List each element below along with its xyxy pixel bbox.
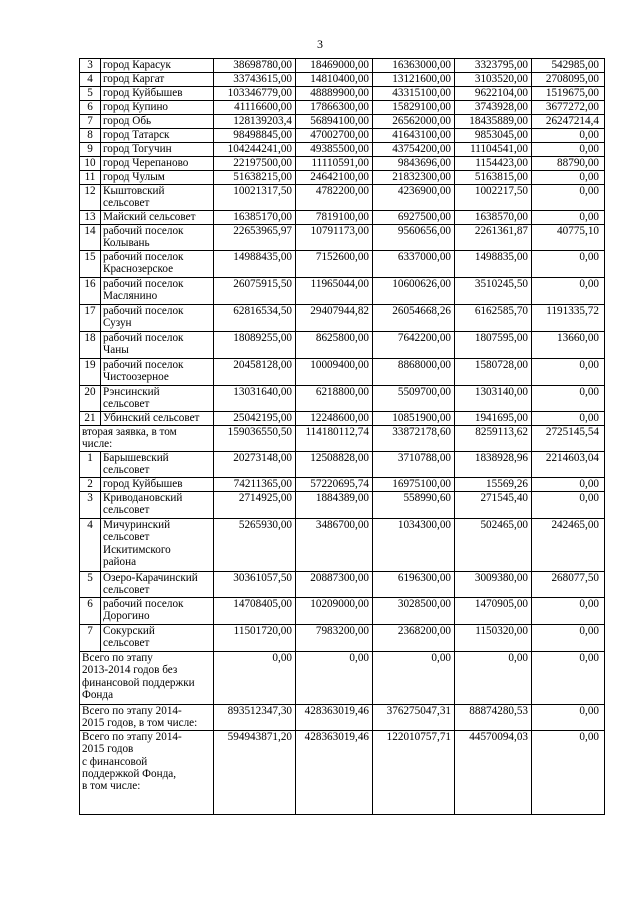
total-amount-cell: 0,00 (214, 652, 296, 705)
fund-amount-cell: 1884389,00 (296, 492, 373, 519)
fund-amount-cell: 11110591,00 (296, 157, 373, 171)
local-budget-cell: 3103520,00 (455, 73, 532, 87)
table-row (80, 478, 605, 492)
regional-budget-cell: 26562000,00 (373, 115, 455, 129)
local-budget-cell: 1470905,00 (455, 598, 532, 625)
row-name-cell: рабочий поселок Чаны (101, 332, 214, 359)
fund-amount-cell: 18469000,00 (296, 59, 373, 73)
other-sources-cell: 542985,00 (532, 59, 605, 73)
row-number-cell: 16 (80, 278, 101, 305)
total-amount-cell: 594943871,20 (214, 731, 296, 815)
local-budget-cell: 3510245,50 (455, 278, 532, 305)
row-name-cell: Рэнсинский сельсовет (101, 386, 214, 412)
regional-budget-cell: 6927500,00 (373, 211, 455, 225)
fund-amount-cell: 12508828,00 (296, 452, 373, 478)
fund-amount-cell: 48889900,00 (296, 87, 373, 101)
table-row (80, 572, 605, 598)
regional-budget-cell: 3028500,00 (373, 598, 455, 625)
other-sources-cell: 1191335,72 (532, 305, 605, 332)
fund-amount-cell: 6218800,00 (296, 386, 373, 412)
row-number-cell: 9 (80, 143, 101, 157)
row-name-cell: рабочий поселок Колывань (101, 225, 214, 251)
other-sources-cell: 0,00 (532, 143, 605, 157)
local-budget-cell: 0,00 (455, 652, 532, 705)
regional-budget-cell: 21832300,00 (373, 171, 455, 185)
page-number: 3 (317, 37, 323, 51)
total-amount-cell: 14988435,00 (214, 251, 296, 278)
total-amount-cell: 22653965,97 (214, 225, 296, 251)
local-budget-cell: 5163815,00 (455, 171, 532, 185)
local-budget-cell: 2261361,87 (455, 225, 532, 251)
row-name-cell: город Обь (101, 115, 214, 129)
table-row (80, 251, 605, 278)
table-row (80, 452, 605, 478)
row-name-cell: Барышевский сельсовет (101, 452, 214, 478)
total-amount-cell: 16385170,00 (214, 211, 296, 225)
total-amount-cell: 33743615,00 (214, 73, 296, 87)
total-amount-cell: 103346779,00 (214, 87, 296, 101)
row-number-cell: 5 (80, 87, 101, 101)
local-budget-cell: 11104541,00 (455, 143, 532, 157)
fund-amount-cell: 428363019,46 (296, 705, 373, 731)
total-amount-cell: 25042195,00 (214, 412, 296, 426)
total-amount-cell: 104244241,00 (214, 143, 296, 157)
fund-amount-cell: 14810400,00 (296, 73, 373, 87)
row-number-cell: 4 (80, 519, 101, 572)
fund-amount-cell: 7983200,00 (296, 625, 373, 652)
local-budget-cell: 8259113,62 (455, 426, 532, 452)
regional-budget-cell: 9560656,00 (373, 225, 455, 251)
row-number-cell: 21 (80, 412, 101, 426)
table-row (80, 278, 605, 305)
total-amount-cell: 30361057,50 (214, 572, 296, 598)
table-row (80, 652, 605, 705)
fund-amount-cell: 428363019,46 (296, 731, 373, 815)
local-budget-cell: 1154423,00 (455, 157, 532, 171)
total-amount-cell: 13031640,00 (214, 386, 296, 412)
row-number-cell: 19 (80, 359, 101, 386)
total-amount-cell: 22197500,00 (214, 157, 296, 171)
total-amount-cell: 20273148,00 (214, 452, 296, 478)
table-row (80, 386, 605, 412)
fund-amount-cell: 29407944,82 (296, 305, 373, 332)
other-sources-cell: 88790,00 (532, 157, 605, 171)
total-amount-cell: 11501720,00 (214, 625, 296, 652)
regional-budget-cell: 16975100,00 (373, 478, 455, 492)
row-name-cell: рабочий поселок Чистоозерное (101, 359, 214, 386)
row-number-cell: 3 (80, 492, 101, 519)
row-name-cell: город Чулым (101, 171, 214, 185)
row-name-cell: город Карасук (101, 59, 214, 73)
regional-budget-cell: 43315100,00 (373, 87, 455, 101)
total-amount-cell: 26075915,50 (214, 278, 296, 305)
table-row (80, 185, 605, 211)
other-sources-cell: 0,00 (532, 625, 605, 652)
other-sources-cell: 0,00 (532, 251, 605, 278)
local-budget-cell: 1498835,00 (455, 251, 532, 278)
total-amount-cell: 2714925,00 (214, 492, 296, 519)
table-row (80, 625, 605, 652)
other-sources-cell: 3677272,00 (532, 101, 605, 115)
row-number-cell: 20 (80, 386, 101, 412)
row-number-cell: 6 (80, 101, 101, 115)
row-name-cell: вторая заявка, в том числе: (80, 426, 214, 452)
regional-budget-cell: 13121600,00 (373, 73, 455, 87)
fund-amount-cell: 0,00 (296, 652, 373, 705)
row-name-cell: Убинский сельсовет (101, 412, 214, 426)
row-name-cell: Всего по этапу 2014- 2015 годов с финансовой поддержкой Фонда, в том числе: (80, 731, 214, 815)
fund-amount-cell: 12248600,00 (296, 412, 373, 426)
funding-table (79, 58, 605, 815)
total-amount-cell: 10021317,50 (214, 185, 296, 211)
row-number-cell: 2 (80, 478, 101, 492)
local-budget-cell: 271545,40 (455, 492, 532, 519)
fund-amount-cell: 10009400,00 (296, 359, 373, 386)
regional-budget-cell: 3710788,00 (373, 452, 455, 478)
total-amount-cell: 74211365,00 (214, 478, 296, 492)
table-row (80, 332, 605, 359)
row-name-cell: город Каргат (101, 73, 214, 87)
row-name-cell: Озеро-Карачинский сельсовет (101, 572, 214, 598)
row-number-cell: 15 (80, 251, 101, 278)
other-sources-cell: 0,00 (532, 211, 605, 225)
row-number-cell: 11 (80, 171, 101, 185)
total-amount-cell: 51638215,00 (214, 171, 296, 185)
local-budget-cell: 44570094,03 (455, 731, 532, 815)
row-name-cell: рабочий поселок Дорогино (101, 598, 214, 625)
fund-amount-cell: 11965044,00 (296, 278, 373, 305)
local-budget-cell: 502465,00 (455, 519, 532, 572)
row-number-cell: 7 (80, 115, 101, 129)
table-row (80, 492, 605, 519)
row-name-cell: город Купино (101, 101, 214, 115)
local-budget-cell: 15569,26 (455, 478, 532, 492)
row-name-cell: Майский сельсовет (101, 211, 214, 225)
fund-amount-cell: 56894100,00 (296, 115, 373, 129)
row-number-cell: 10 (80, 157, 101, 171)
table-row (80, 157, 605, 171)
table-body (80, 59, 605, 815)
total-amount-cell: 62816534,50 (214, 305, 296, 332)
row-number-cell: 5 (80, 572, 101, 598)
table-row (80, 412, 605, 426)
table-row (80, 705, 605, 731)
table-row (80, 87, 605, 101)
local-budget-cell: 1580728,00 (455, 359, 532, 386)
other-sources-cell: 0,00 (532, 652, 605, 705)
fund-amount-cell: 17866300,00 (296, 101, 373, 115)
regional-budget-cell: 2368200,00 (373, 625, 455, 652)
table-row (80, 115, 605, 129)
regional-budget-cell: 10600626,00 (373, 278, 455, 305)
other-sources-cell: 13660,00 (532, 332, 605, 359)
row-name-cell: город Черепаново (101, 157, 214, 171)
local-budget-cell: 1638570,00 (455, 211, 532, 225)
total-amount-cell: 159036550,50 (214, 426, 296, 452)
other-sources-cell: 2725145,54 (532, 426, 605, 452)
fund-amount-cell: 7152600,00 (296, 251, 373, 278)
table-row (80, 59, 605, 73)
row-number-cell: 4 (80, 73, 101, 87)
total-amount-cell: 5265930,00 (214, 519, 296, 572)
other-sources-cell: 0,00 (532, 478, 605, 492)
row-number-cell: 1 (80, 452, 101, 478)
table-row (80, 101, 605, 115)
local-budget-cell: 9853045,00 (455, 129, 532, 143)
regional-budget-cell: 122010757,71 (373, 731, 455, 815)
other-sources-cell: 0,00 (532, 129, 605, 143)
local-budget-cell: 3743928,00 (455, 101, 532, 115)
row-number-cell: 12 (80, 185, 101, 211)
fund-amount-cell: 7819100,00 (296, 211, 373, 225)
local-budget-cell: 3323795,00 (455, 59, 532, 73)
fund-amount-cell: 10791173,00 (296, 225, 373, 251)
regional-budget-cell: 5509700,00 (373, 386, 455, 412)
other-sources-cell: 2214603,04 (532, 452, 605, 478)
row-name-cell: город Тогучин (101, 143, 214, 157)
regional-budget-cell: 1034300,00 (373, 519, 455, 572)
row-name-cell: рабочий поселок Краснозерское (101, 251, 214, 278)
fund-amount-cell: 4782200,00 (296, 185, 373, 211)
regional-budget-cell: 33872178,60 (373, 426, 455, 452)
regional-budget-cell: 4236900,00 (373, 185, 455, 211)
regional-budget-cell: 43754200,00 (373, 143, 455, 157)
total-amount-cell: 98498845,00 (214, 129, 296, 143)
row-name-cell: Криводановский сельсовет (101, 492, 214, 519)
other-sources-cell: 0,00 (532, 171, 605, 185)
row-number-cell: 8 (80, 129, 101, 143)
row-name-cell: Всего по этапу 2014- 2015 годов, в том числе: (80, 705, 214, 731)
row-number-cell: 7 (80, 625, 101, 652)
fund-amount-cell: 10209000,00 (296, 598, 373, 625)
table-row (80, 519, 605, 572)
row-number-cell: 13 (80, 211, 101, 225)
fund-amount-cell: 114180112,74 (296, 426, 373, 452)
fund-amount-cell: 24642100,00 (296, 171, 373, 185)
regional-budget-cell: 558990,60 (373, 492, 455, 519)
other-sources-cell: 0,00 (532, 598, 605, 625)
fund-amount-cell: 47002700,00 (296, 129, 373, 143)
local-budget-cell: 1807595,00 (455, 332, 532, 359)
regional-budget-cell: 6196300,00 (373, 572, 455, 598)
table-row (80, 426, 605, 452)
other-sources-cell: 2708095,00 (532, 73, 605, 87)
row-name-cell: Всего по этапу 2013-2014 годов без финансовой поддержки Фонда (80, 652, 214, 705)
total-amount-cell: 38698780,00 (214, 59, 296, 73)
total-amount-cell: 14708405,00 (214, 598, 296, 625)
row-name-cell: Кыштовский сельсовет (101, 185, 214, 211)
local-budget-cell: 6162585,70 (455, 305, 532, 332)
local-budget-cell: 1303140,00 (455, 386, 532, 412)
regional-budget-cell: 7642200,00 (373, 332, 455, 359)
other-sources-cell: 40775,10 (532, 225, 605, 251)
fund-amount-cell: 57220695,74 (296, 478, 373, 492)
regional-budget-cell: 376275047,31 (373, 705, 455, 731)
other-sources-cell: 0,00 (532, 278, 605, 305)
table-row (80, 143, 605, 157)
other-sources-cell: 0,00 (532, 731, 605, 815)
row-name-cell: рабочий поселок Маслянино (101, 278, 214, 305)
table-row (80, 359, 605, 386)
total-amount-cell: 893512347,30 (214, 705, 296, 731)
table-row (80, 129, 605, 143)
other-sources-cell: 242465,00 (532, 519, 605, 572)
other-sources-cell: 1519675,00 (532, 87, 605, 101)
regional-budget-cell: 15829100,00 (373, 101, 455, 115)
row-number-cell: 18 (80, 332, 101, 359)
regional-budget-cell: 26054668,26 (373, 305, 455, 332)
fund-amount-cell: 49385500,00 (296, 143, 373, 157)
total-amount-cell: 18089255,00 (214, 332, 296, 359)
total-amount-cell: 41116600,00 (214, 101, 296, 115)
total-amount-cell: 20458128,00 (214, 359, 296, 386)
local-budget-cell: 88874280,53 (455, 705, 532, 731)
other-sources-cell: 0,00 (532, 492, 605, 519)
table-row (80, 731, 605, 815)
fund-amount-cell: 8625800,00 (296, 332, 373, 359)
regional-budget-cell: 41643100,00 (373, 129, 455, 143)
regional-budget-cell: 0,00 (373, 652, 455, 705)
local-budget-cell: 3009380,00 (455, 572, 532, 598)
fund-amount-cell: 20887300,00 (296, 572, 373, 598)
fund-amount-cell: 3486700,00 (296, 519, 373, 572)
local-budget-cell: 1941695,00 (455, 412, 532, 426)
other-sources-cell: 268077,50 (532, 572, 605, 598)
row-number-cell: 3 (80, 59, 101, 73)
local-budget-cell: 18435889,00 (455, 115, 532, 129)
regional-budget-cell: 6337000,00 (373, 251, 455, 278)
other-sources-cell: 0,00 (532, 386, 605, 412)
row-number-cell: 14 (80, 225, 101, 251)
other-sources-cell: 0,00 (532, 412, 605, 426)
row-name-cell: город Татарск (101, 129, 214, 143)
table-row (80, 598, 605, 625)
row-name-cell: рабочий поселок Сузун (101, 305, 214, 332)
row-name-cell: город Куйбышев (101, 478, 214, 492)
table-row (80, 225, 605, 251)
row-number-cell: 17 (80, 305, 101, 332)
regional-budget-cell: 10851900,00 (373, 412, 455, 426)
other-sources-cell: 26247214,4 (532, 115, 605, 129)
table-row (80, 171, 605, 185)
other-sources-cell: 0,00 (532, 705, 605, 731)
local-budget-cell: 1150320,00 (455, 625, 532, 652)
row-number-cell: 6 (80, 598, 101, 625)
regional-budget-cell: 16363000,00 (373, 59, 455, 73)
local-budget-cell: 9622104,00 (455, 87, 532, 101)
local-budget-cell: 1838928,96 (455, 452, 532, 478)
regional-budget-cell: 9843696,00 (373, 157, 455, 171)
regional-budget-cell: 8868000,00 (373, 359, 455, 386)
other-sources-cell: 0,00 (532, 185, 605, 211)
table-row (80, 73, 605, 87)
total-amount-cell: 128139203,4 (214, 115, 296, 129)
table-row (80, 305, 605, 332)
row-name-cell: Сокурский сельсовет (101, 625, 214, 652)
row-name-cell: Мичуринский сельсовет Искитимского района (101, 519, 214, 572)
other-sources-cell: 0,00 (532, 359, 605, 386)
local-budget-cell: 1002217,50 (455, 185, 532, 211)
table-row (80, 211, 605, 225)
row-name-cell: город Куйбышев (101, 87, 214, 101)
